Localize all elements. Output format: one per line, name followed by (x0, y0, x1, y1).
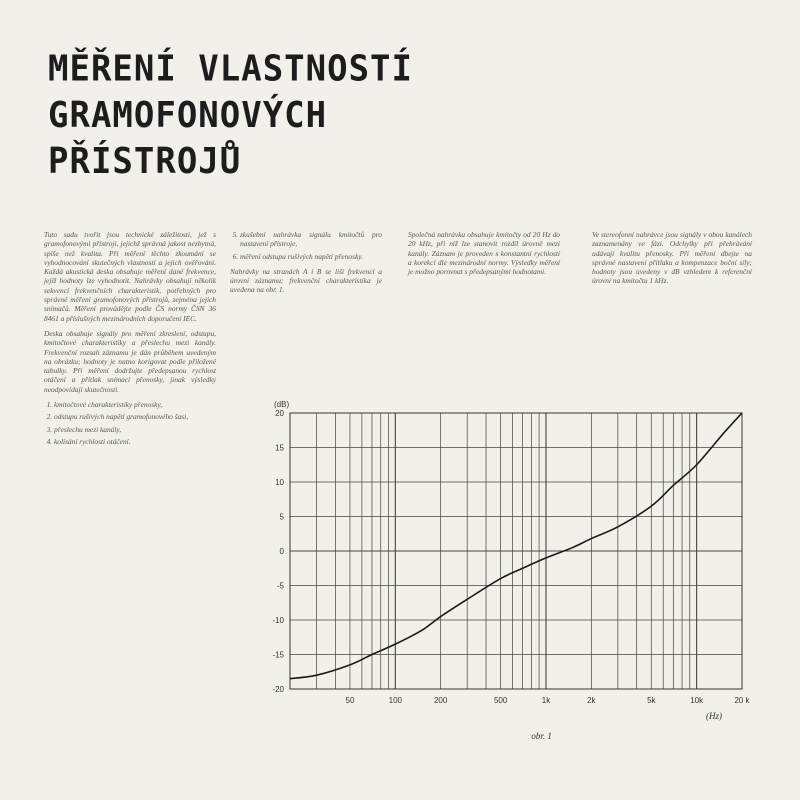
y-tick-label: 5 (279, 512, 284, 522)
list-item: 1. kmitočtové charakteristiky přenosky, (54, 400, 216, 409)
x-tick-label: 50 (345, 696, 355, 705)
title-line-1: MĚŘENÍ VLASTNOSTÍ (48, 48, 413, 91)
y-tick-label: 10 (275, 478, 284, 487)
y-tick-label: 0 (279, 547, 284, 556)
paragraph: Nahrávky na stranách A i B se liší frekvencí a úrovní záznamu; frekvenční charakteristika je uvedena na obr. 1. (230, 266, 382, 295)
paragraph: Ve stereofonní nahrávce jsou signály v obou kanálech zaznamenány ve fázi. Odchylky při přehrávání udávají kvalitu přenosky. Při měření dbejte na správné nastavení přítlaku a kompenzace boční síly; hodnoty jsou uvedeny v dB vzhledem k referenční úrovni na kmitočtu 1 kHz. (592, 230, 752, 286)
list-item: 3. přeslechu mezi kanály, (54, 425, 216, 434)
title-line-3: PŘÍSTROJŮ (48, 140, 242, 183)
list-item: 5. zkušební nahrávka signálu kmitočtů pro nastavení přístroje, (240, 230, 382, 249)
x-tick-label: 1k (541, 696, 551, 705)
paragraph: Deska obsahuje signály pro měření zkreslení, odstupu, kmitočtové charakteristiky a přeslechu mezi kanály. Frekvenční rozsah záznamu je dán průběhem uvedeným na obrázku; hodnoty je nutno korigovat podle přiložené tabulky. Při měření dodržujte předepsanou rychlost otáčení a přítlak snímací přenosky, jinak výsledky neodpovídají skutečnosti. (44, 328, 216, 394)
paragraph: Společná nahrávka obsahuje kmitočty od 20 Hz do 20 kHz, při níž lze stanovit rozdíl úrovně mezi kanály. Záznam je proveden s konstantní rychlostí a korekcí dle mezinárodní normy. Výsledky měření je možno porovnat s předepsanými hodnotami. (408, 230, 560, 277)
response-curve (290, 413, 742, 679)
x-axis-label: (Hz) (706, 711, 722, 721)
x-tick-label: 200 (433, 696, 448, 705)
x-tick-label: 10k (690, 696, 704, 705)
x-tick-label: 2k (587, 696, 596, 705)
chart-axes (272, 409, 750, 705)
y-tick-label: -5 (276, 581, 284, 591)
y-tick-label: 15 (275, 443, 284, 453)
paragraph: Tuto sadu tvořit jsou technické záležitosti, jež s gramofonovými přístroji, jejichž správná jakost nezbytná, spíše než kvalita. Při měření těchto zkoumání se vyhodnocování skutečných vlastností a jejich ověřování. Každá akustická deska obsahuje měření dané frekvence, jejíž hodnoty lze vyhodnotit. Nahrávky obsahují několik sekvencí frekvenčních charakteristik, potřebných pro správné měření gramofonových přístrojů, zejména jejich snímačů. Měření provádějte podle ČS normy ČSN 36 8461 a příslušných mezinárodních doporučení IEC. (44, 230, 216, 323)
y-tick-label: 20 (275, 409, 284, 418)
y-axis-label: (dB) (274, 400, 290, 409)
x-tick-label: 5k (647, 696, 656, 705)
x-tick-label: 500 (493, 696, 508, 705)
y-tick-label: -15 (272, 650, 284, 660)
figure-caption: obr. 1 (531, 731, 552, 741)
list-item: 6. měření odstupu rušivých napětí přenosky. (240, 252, 382, 261)
x-tick-label: 100 (388, 696, 402, 705)
list-item: 4. kolísání rychlosti otáčení. (54, 437, 216, 446)
list-item: 2. odstupu rušivých napětí gramofonového šasi, (54, 412, 216, 421)
y-tick-label: -10 (272, 616, 284, 625)
x-tick-label: 20 k (734, 696, 750, 705)
y-tick-label: -20 (272, 685, 284, 694)
chart-grid (290, 413, 742, 689)
title-line-2: GRAMOFONOVÝCH (48, 94, 328, 137)
